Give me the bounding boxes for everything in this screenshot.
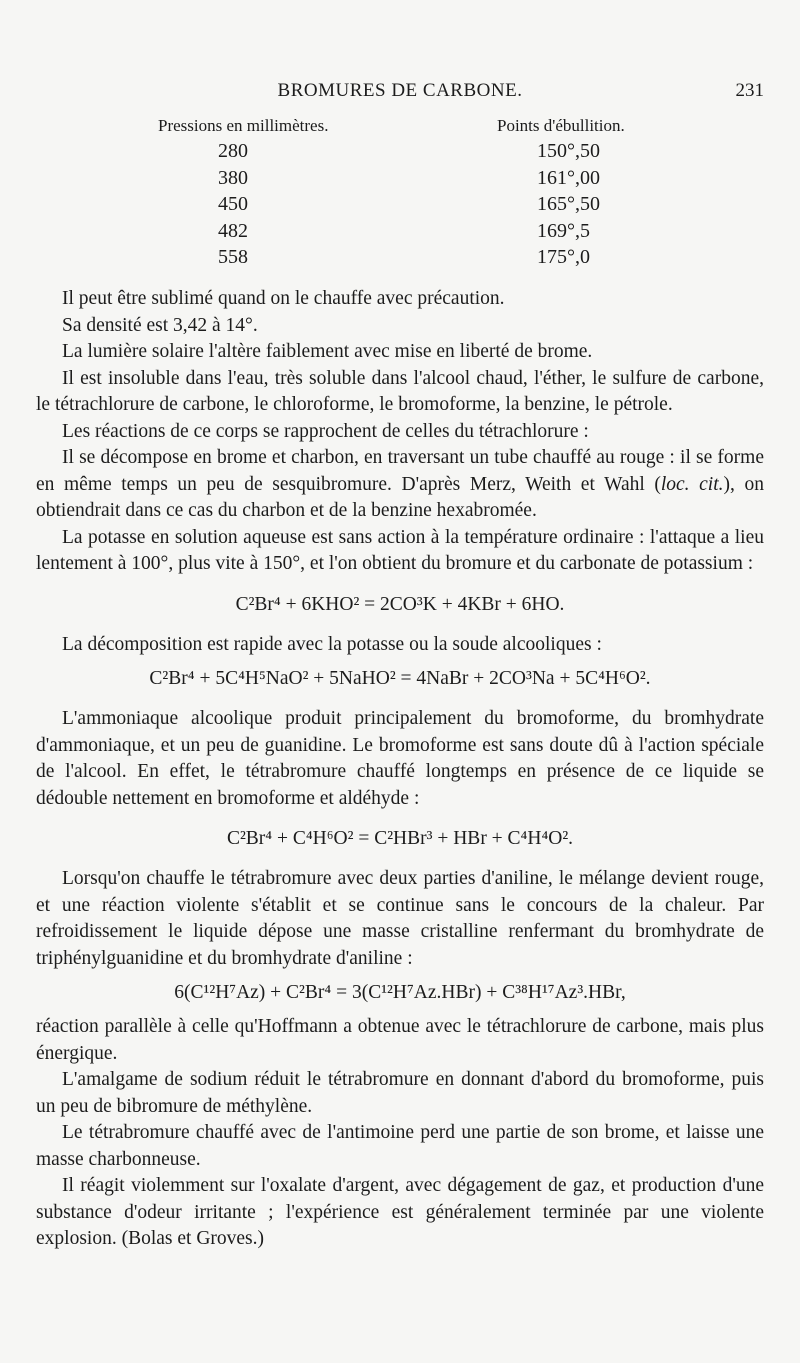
table-header: [0, 116, 800, 140]
table-row: [0, 246, 800, 273]
paragraph: L'amalgame de sodium réduit le tétrabromure en donnant d'abord du bromoforme, puis un peu de bibromure de méthylène.: [36, 1069, 764, 1117]
column-header-boiling: Points d'ébullition.: [497, 116, 625, 135]
paragraph: L'ammoniaque alcoolique produit principalement du bromoforme, du bromhydrate d'ammoniaque, et un peu de guanidine. Le bromoforme est sans doute dû à l'action spéciale de l'alcool. En effet, le tétrabromure chauffé longtemps en présence de ce liquide se dédouble nettement en bromoforme et aldéhyde :: [36, 708, 764, 809]
paragraph: Le tétrabromure chauffé avec de l'antimoine perd une partie de son brome, et laisse une masse charbonneuse.: [36, 1122, 764, 1170]
table-row: [0, 220, 800, 247]
table-row: [0, 167, 800, 194]
paragraph: Lorsqu'on chauffe le tétrabromure avec deux parties d'aniline, le mélange devient rouge, et une réaction violente s'établit et se continue sans le concours de la chaleur. Par refroidissement le liquide dépose une masse cristalline renfermant du bromhydrate de triphénylguanidine et du bromhydrate d'aniline :: [36, 868, 764, 969]
column-header-pressure: Pressions en millimètres.: [158, 116, 329, 135]
pressure-value: 450: [218, 193, 248, 216]
paragraph: [0, 445, 800, 525]
boiling-value: 150°,50: [537, 140, 600, 162]
boiling-point-table: [0, 116, 800, 273]
boiling-value: 175°,0: [537, 246, 590, 269]
page-number: 231: [735, 80, 764, 101]
boiling-value: 161°,00: [537, 166, 600, 189]
equation: C²Br⁴ + 5C⁴H⁵NaO² + 5NaHO² = 4NaBr + 2CO³Na + 5C⁴H⁶O².: [149, 668, 651, 689]
pressure-value: 380: [218, 166, 248, 189]
paragraph-text: Il se décompose en brome et charbon, en traversant un tube chauffé au rouge : il se forme en même temps un peu de sesquibromure. D'après Merz, Weith et Wahl (: [36, 447, 764, 495]
body-text: [0, 286, 800, 1253]
paragraph: Sa densité est 3,42 à 14°.: [62, 314, 258, 336]
citation: loc. cit.: [660, 473, 724, 495]
running-header: [0, 80, 800, 108]
equation: C²Br⁴ + C⁴H⁶O² = C²HBr³ + HBr + C⁴H⁴O².: [226, 828, 574, 849]
page-title: BROMURES DE CARBONE.: [277, 80, 523, 101]
paragraph: La potasse en solution aqueuse est sans action à la température ordinaire : l'attaque a lieu lentement à 100°, plus vite à 150°, et l'on obtient du bromure et du carbonate de potassium :: [36, 526, 764, 574]
paragraph: Il est insoluble dans l'eau, très soluble dans l'alcool chaud, l'éther, le sulfure de carbone, le tétrachlorure de carbone, le chloroforme, le bromoforme, la benzine, le pétrole.: [36, 367, 764, 415]
boiling-value: 165°,50: [537, 193, 600, 216]
paragraph: Il réagit violemment sur l'oxalate d'argent, avec dégagement de gaz, et production d'une substance d'odeur irritante ; l'expérience est généralement terminée par une violente explosion. (Bolas et Groves.): [36, 1175, 764, 1249]
paragraph-text: ), on obtiendrait dans ce cas du charbon et de la benzine hexabromée.: [36, 473, 764, 521]
table-row: [0, 193, 800, 220]
paragraph: La lumière solaire l'altère faiblement avec mise en liberté de brome.: [62, 341, 593, 362]
paragraph: Les réactions de ce corps se rapprochent de celles du tétrachlorure :: [62, 420, 589, 442]
equation: 6(C¹²H⁷Az) + C²Br⁴ = 3(C¹²H⁷Az.HBr) + C³⁸H¹⁷Az³.HBr,: [174, 982, 626, 1003]
paragraph: La décomposition est rapide avec la potasse ou la soude alcooliques :: [62, 633, 602, 655]
table-row: [0, 140, 800, 167]
paragraph: Il peut être sublimé quand on le chauffe avec précaution.: [62, 288, 505, 309]
boiling-value: 169°,5: [537, 219, 590, 242]
paragraph: réaction parallèle à celle qu'Hoffmann a obtenue avec le tétrachlorure de carbone, mais plus énergique.: [36, 1016, 764, 1064]
pressure-value: 280: [218, 140, 248, 162]
equation: C²Br⁴ + 6KHO² = 2CO³K + 4KBr + 6HO.: [235, 593, 565, 615]
pressure-value: 558: [218, 246, 248, 269]
pressure-value: 482: [218, 219, 248, 242]
